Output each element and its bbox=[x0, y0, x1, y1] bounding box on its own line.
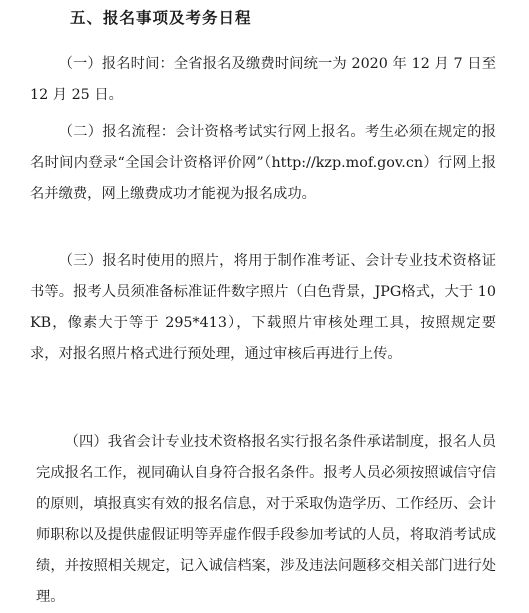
paragraph-photo-requirements: （三）报名时使用的照片，将用于制作准考证、会计专业技术资格证书等。报考人员须准备标准证件数字照片（白色背景，JPG格式，大于 10KB，像素大于等于 295*413），下载照片审核处理工具，按照规定要求，对报名照片格式进行预处理，通过审核后再进行上传。 bbox=[30, 253, 496, 362]
paragraph-commitment-system: （四）我省会计专业技术资格报名实行报名条件承诺制度，报名人员完成报名工作，视同确认自身符合报名条件。报考人员必须按照诚信守信的原则，填报真实有效的报名信息，对于采取伪造学历、工作经历、会计师职称以及提供虚假证明等弄虚作假手段参加考试的人员，将取消考试成绩，并按照相关规定，记入诚信档案，涉及违法问题移交相关部门进行处理。 bbox=[36, 434, 496, 605]
section-heading: 五、报名事项及考务日程 bbox=[70, 9, 252, 27]
paragraph-registration-process: （二）报名流程：会计资格考试实行网上报名。考生必须在规定的报名时间内登录“全国会计资格评价网”（http://kzp.mof.gov.cn）行网上报名并缴费，网上缴费成功才能视为报名成功。 bbox=[30, 124, 496, 202]
paragraph-registration-time: （一）报名时间：全省报名及缴费时间统一为 2020 年 12 月 7 日至 12 月 25 日。 bbox=[30, 56, 496, 103]
